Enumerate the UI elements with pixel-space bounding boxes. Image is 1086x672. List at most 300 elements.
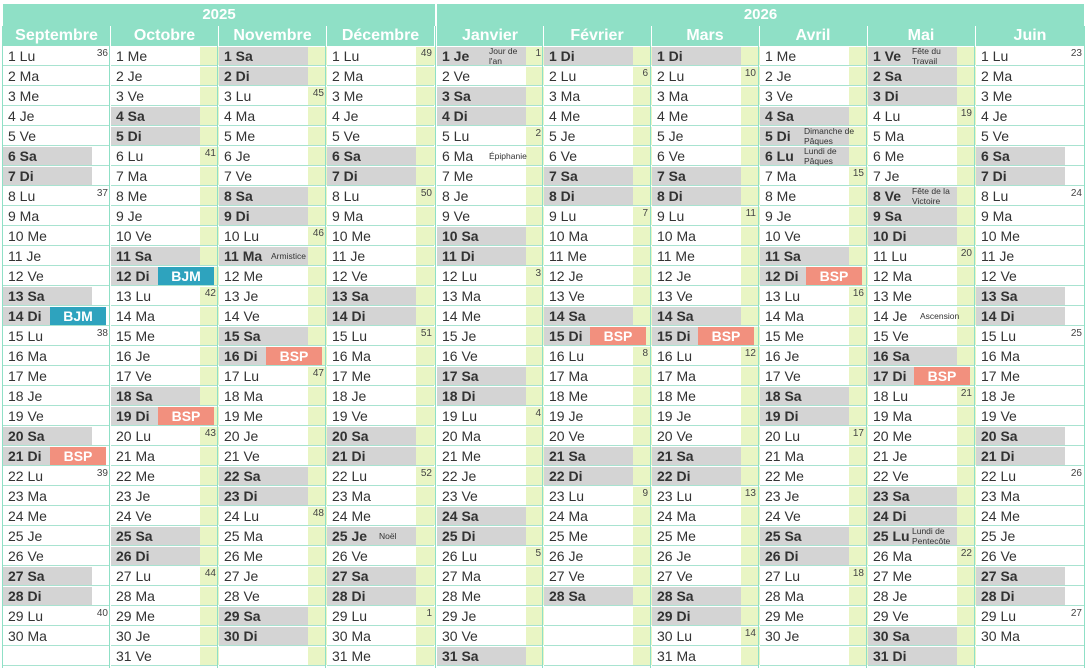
day-cell: [437, 267, 543, 286]
day-cell: [652, 47, 758, 66]
week-number: 13: [744, 488, 756, 499]
day-cell: [652, 147, 758, 166]
day-cell: [219, 47, 326, 66]
day-label: 19 Me: [224, 408, 263, 424]
day-cell: [437, 367, 543, 386]
day-cell: [652, 387, 758, 406]
day-strip: [416, 307, 435, 325]
week-number: 52: [420, 468, 432, 479]
day-label: 24 Sa: [442, 508, 479, 524]
day-strip: [1065, 367, 1084, 385]
day-cell: [327, 607, 434, 626]
day-label: 23 Ma: [332, 488, 371, 504]
day-label: 7 Ma: [116, 168, 148, 184]
day-strip: [416, 367, 435, 385]
day-cell: [437, 287, 543, 306]
week-number: 27: [1070, 608, 1082, 619]
day-cell: [976, 187, 1084, 206]
day-label: 23 Lu: [549, 488, 585, 504]
day-cell: [976, 167, 1084, 186]
day-label: 31 Me: [332, 648, 371, 664]
day-cell: [976, 327, 1084, 346]
day-label: 14 Di: [332, 308, 366, 324]
day-label: 4 Sa: [116, 108, 145, 124]
day-label: 29 Me: [116, 608, 155, 624]
day-label: 17 Me: [332, 368, 371, 384]
day-cell: [976, 487, 1084, 506]
week-number: 2: [535, 128, 541, 139]
week-number: 47: [312, 368, 324, 379]
column-divider: [1084, 26, 1085, 668]
week-number: 43: [204, 428, 216, 439]
day-cell: [976, 607, 1084, 626]
day-strip: [416, 107, 435, 125]
day-cell: [868, 527, 974, 546]
day-label: 22 Ve: [873, 468, 909, 484]
day-cell: [976, 427, 1084, 446]
day-cell: [3, 107, 110, 126]
day-strip: [1065, 567, 1084, 585]
day-label: 11 Sa: [765, 248, 801, 264]
day-label: 22 Lu: [332, 468, 368, 484]
day-cell: [652, 227, 758, 246]
empty-cell: [544, 627, 650, 646]
week-number: 6: [642, 68, 648, 79]
week-number: 38: [96, 328, 108, 339]
week-number: 16: [852, 288, 864, 299]
day-label: 2 Di: [224, 68, 250, 84]
day-label: 1 Me: [116, 48, 148, 64]
day-label: 18 Je: [8, 388, 43, 404]
week-number: 5: [535, 548, 541, 559]
day-label: 24 Lu: [224, 508, 260, 524]
day-label: 9 Lu: [549, 208, 577, 224]
day-cell: [219, 387, 326, 406]
day-label: 7 Me: [442, 168, 474, 184]
day-cell: [544, 587, 650, 606]
week-number: 49: [420, 48, 432, 59]
day-cell: [544, 347, 650, 366]
day-label: 30 Ve: [442, 628, 478, 644]
day-label: 26 Di: [116, 548, 150, 564]
day-label: 5 Di: [116, 128, 142, 144]
day-label: 5 Ve: [981, 128, 1010, 144]
day-label: 5 Di: [765, 128, 791, 144]
day-label: 1 Di: [657, 48, 683, 64]
day-cell: [760, 387, 866, 406]
day-cell: [652, 287, 758, 306]
day-cell: [437, 547, 543, 566]
holiday-note: Dimanche de Pâques: [804, 126, 855, 146]
day-cell: [868, 567, 974, 586]
day-label: 8 Lu: [8, 188, 36, 204]
day-cell: [976, 307, 1084, 326]
day-cell: [652, 447, 758, 466]
month-column-2: [219, 26, 326, 667]
day-label: 16 Di: [224, 348, 258, 364]
day-cell: [976, 207, 1084, 226]
day-label: 23 Di: [224, 488, 258, 504]
month-column-6: [652, 26, 758, 667]
day-label: 6 Sa: [8, 148, 37, 164]
day-label: 30 Ma: [8, 628, 47, 644]
day-label: 20 Ve: [549, 428, 585, 444]
day-cell: [3, 147, 110, 166]
day-cell: [219, 67, 326, 86]
month-column-9: [976, 26, 1084, 667]
day-cell: [652, 87, 758, 106]
day-cell: [652, 647, 758, 666]
day-label: 30 Ma: [332, 628, 371, 644]
day-cell: [111, 107, 218, 126]
day-cell: [760, 627, 866, 646]
month-column-8: [868, 26, 974, 667]
bsp-badge: BSP: [806, 267, 862, 285]
day-label: 15 Ve: [873, 328, 909, 344]
day-label: 22 Lu: [981, 468, 1017, 484]
day-cell: [327, 167, 434, 186]
day-label: 11 Je: [981, 248, 1015, 264]
day-cell: [652, 547, 758, 566]
day-strip: [1065, 247, 1084, 265]
day-cell: [327, 227, 434, 246]
day-cell: [327, 647, 434, 666]
day-label: 8 Di: [657, 188, 683, 204]
day-label: 17 Lu: [224, 368, 260, 384]
day-cell: [327, 387, 434, 406]
day-label: 18 Sa: [765, 388, 802, 404]
day-strip: [416, 447, 435, 465]
day-cell: [437, 87, 543, 106]
day-label: 13 Sa: [981, 288, 1018, 304]
day-cell: [219, 127, 326, 146]
empty-cell: [219, 647, 326, 666]
day-cell: [219, 167, 326, 186]
day-cell: [3, 507, 110, 526]
day-cell: [3, 547, 110, 566]
day-label: 7 Ma: [765, 168, 797, 184]
week-number: 26: [1070, 468, 1082, 479]
day-cell: [760, 447, 866, 466]
day-label: 8 Ve: [873, 188, 902, 204]
day-strip: [416, 207, 435, 225]
day-cell: [868, 127, 974, 146]
week-number: 14: [744, 628, 756, 639]
day-strip: [1065, 547, 1084, 565]
day-cell: [868, 387, 974, 406]
day-strip: [416, 627, 435, 645]
day-cell: [976, 227, 1084, 246]
day-label: 5 Me: [224, 128, 256, 144]
day-label: 4 Me: [657, 108, 689, 124]
day-cell: [976, 447, 1084, 466]
day-label: 3 Me: [332, 88, 364, 104]
day-cell: [111, 547, 218, 566]
day-cell: [544, 427, 650, 446]
day-label: 24 Me: [8, 508, 47, 524]
day-cell: [3, 567, 110, 586]
day-cell: [327, 527, 434, 546]
day-cell: [3, 227, 110, 246]
day-label: 24 Ve: [116, 508, 152, 524]
day-cell: [868, 327, 974, 346]
day-label: 27 Me: [873, 568, 912, 584]
day-label: 25 Sa: [116, 528, 153, 544]
day-label: 6 Sa: [332, 148, 361, 164]
day-label: 12 Je: [657, 268, 692, 284]
day-cell: [3, 607, 110, 626]
day-strip: [1065, 387, 1084, 405]
day-cell: [544, 567, 650, 586]
day-cell: [868, 447, 974, 466]
day-cell: [652, 347, 758, 366]
day-label: 10 Ma: [657, 228, 696, 244]
day-label: 14 Di: [8, 308, 42, 324]
day-cell: [219, 287, 326, 306]
month-header: Février: [544, 26, 650, 46]
day-label: 6 Me: [873, 148, 905, 164]
day-cell: [976, 127, 1084, 146]
day-cell: [3, 627, 110, 646]
day-cell: [868, 147, 974, 166]
day-cell: [219, 207, 326, 226]
column-divider: [758, 26, 759, 668]
day-label: 13 Ma: [442, 288, 481, 304]
day-label: 5 Ve: [8, 128, 37, 144]
day-label: 17 Ma: [549, 368, 588, 384]
day-label: 22 Di: [657, 468, 691, 484]
day-cell: [111, 87, 218, 106]
week-number: 42: [204, 288, 216, 299]
day-label: 28 Ve: [224, 588, 260, 604]
day-cell: [760, 587, 866, 606]
day-label: 19 Ma: [873, 408, 912, 424]
month-column-1: [111, 26, 218, 667]
day-label: 9 Ve: [442, 208, 471, 224]
day-label: 18 Me: [549, 388, 588, 404]
day-strip: [1065, 227, 1084, 245]
day-strip: [1065, 107, 1084, 125]
day-cell: [111, 607, 218, 626]
day-cell: [437, 407, 543, 426]
day-label: 28 Di: [332, 588, 366, 604]
week-number: 1: [426, 608, 432, 619]
day-label: 2 Ma: [8, 68, 40, 84]
day-label: 17 Ve: [765, 368, 801, 384]
day-label: 3 Di: [873, 88, 899, 104]
day-label: 17 Sa: [442, 368, 479, 384]
day-cell: [760, 127, 866, 146]
day-cell: [437, 307, 543, 326]
day-cell: [868, 507, 974, 526]
week-number: 11: [745, 208, 756, 219]
day-cell: [327, 467, 434, 486]
day-cell: [868, 547, 974, 566]
week-number: 37: [96, 188, 108, 199]
day-cell: [760, 327, 866, 346]
day-label: 9 Di: [224, 208, 250, 224]
day-cell: [868, 607, 974, 626]
day-cell: [437, 607, 543, 626]
day-cell: [437, 347, 543, 366]
holiday-note: Épiphanie: [489, 151, 527, 161]
day-label: 2 Lu: [549, 68, 577, 84]
day-strip: [1065, 287, 1084, 305]
day-label: 4 Ma: [224, 108, 256, 124]
day-label: 19 Lu: [442, 408, 478, 424]
column-divider: [866, 26, 867, 668]
day-label: 21 Di: [981, 448, 1015, 464]
day-label: 14 Sa: [657, 308, 694, 324]
day-label: 9 Ma: [8, 208, 40, 224]
day-cell: [652, 127, 758, 146]
day-cell: [868, 227, 974, 246]
day-label: 18 Di: [442, 388, 476, 404]
day-cell: [760, 247, 866, 266]
day-label: 28 Je: [873, 588, 908, 604]
day-strip: [1065, 427, 1084, 445]
day-label: 12 Di: [765, 268, 799, 284]
day-label: 22 Di: [549, 468, 583, 484]
day-cell: [437, 147, 543, 166]
day-cell: [760, 287, 866, 306]
day-cell: [3, 87, 110, 106]
day-cell: [652, 167, 758, 186]
day-label: 20 Lu: [765, 428, 801, 444]
day-label: 24 Ve: [765, 508, 801, 524]
day-label: 4 Sa: [765, 108, 794, 124]
day-cell: [111, 447, 218, 466]
bjm-badge: BJM: [158, 267, 214, 285]
day-strip: [1065, 147, 1084, 165]
day-label: 27 Ma: [442, 568, 481, 584]
holiday-note: Noël: [379, 531, 397, 541]
day-label: 7 Sa: [657, 168, 686, 184]
week-number: 15: [852, 168, 864, 179]
day-cell: [327, 87, 434, 106]
week-number: 48: [312, 508, 324, 519]
day-label: 21 Sa: [549, 448, 586, 464]
day-label: 20 Sa: [8, 428, 45, 444]
day-label: 5 Ve: [332, 128, 361, 144]
week-number: 18: [852, 568, 864, 579]
day-cell: [111, 67, 218, 86]
day-label: 20 Sa: [981, 428, 1018, 444]
week-number: 36: [96, 48, 108, 59]
day-strip: [416, 167, 435, 185]
day-strip: [416, 347, 435, 365]
bsp-badge: BSP: [266, 347, 322, 365]
day-label: 25 Sa: [765, 528, 802, 544]
holiday-note: Ascension: [920, 311, 960, 321]
bsp-badge: BSP: [50, 447, 106, 465]
column-divider: [217, 26, 218, 668]
day-cell: [219, 187, 326, 206]
month-header: Janvier: [437, 26, 543, 46]
day-label: 12 Lu: [442, 268, 478, 284]
day-label: 27 Sa: [8, 568, 45, 584]
day-label: 20 Ma: [442, 428, 481, 444]
month-header: Juin: [976, 26, 1084, 46]
day-label: 17 Di: [873, 368, 907, 384]
day-cell: [111, 47, 218, 66]
day-cell: [437, 427, 543, 446]
day-strip: [1065, 267, 1084, 285]
day-label: 27 Je: [224, 568, 259, 584]
day-label: 12 Ve: [8, 268, 44, 284]
day-cell: [3, 467, 110, 486]
day-cell: [219, 267, 326, 286]
day-cell: [219, 607, 326, 626]
day-cell: [437, 387, 543, 406]
day-cell: [3, 187, 110, 206]
day-label: 15 Di: [657, 328, 691, 344]
day-cell: [327, 187, 434, 206]
day-label: 19 Ve: [332, 408, 368, 424]
day-cell: [976, 47, 1084, 66]
day-cell: [327, 627, 434, 646]
day-label: 23 Lu: [657, 488, 693, 504]
day-cell: [327, 107, 434, 126]
day-label: 4 Je: [332, 108, 359, 124]
day-cell: [437, 567, 543, 586]
day-cell: [3, 287, 110, 306]
day-label: 19 Je: [549, 408, 584, 424]
day-label: 12 Di: [116, 268, 150, 284]
day-cell: [760, 367, 866, 386]
day-cell: [327, 287, 434, 306]
day-label: 12 Ma: [873, 268, 912, 284]
day-cell: [437, 647, 543, 666]
day-label: 27 Sa: [981, 568, 1018, 584]
day-label: 8 Je: [442, 188, 469, 204]
day-cell: [544, 387, 650, 406]
day-label: 5 Je: [549, 128, 576, 144]
day-label: 19 Di: [765, 408, 799, 424]
day-strip: [416, 547, 435, 565]
day-label: 15 Me: [765, 328, 804, 344]
day-cell: [111, 367, 218, 386]
day-cell: [760, 207, 866, 226]
day-label: 29 Je: [442, 608, 477, 624]
day-label: 26 Ma: [873, 548, 912, 564]
day-cell: [652, 207, 758, 226]
day-cell: [976, 407, 1084, 426]
day-label: 2 Je: [765, 68, 792, 84]
week-number: 51: [420, 328, 432, 339]
day-cell: [544, 447, 650, 466]
day-label: 30 Je: [765, 628, 800, 644]
day-cell: [3, 47, 110, 66]
day-cell: [544, 407, 650, 426]
day-label: 1 Sa: [224, 48, 253, 64]
week-number: 39: [96, 468, 108, 479]
column-divider: [109, 26, 110, 668]
holiday-note: Lundi de Pentecôte: [912, 526, 951, 546]
day-label: 19 Je: [657, 408, 692, 424]
day-cell: [544, 207, 650, 226]
day-cell: [544, 167, 650, 186]
day-cell: [976, 67, 1084, 86]
day-cell: [652, 467, 758, 486]
day-cell: [868, 307, 974, 326]
day-strip: [1065, 347, 1084, 365]
day-label: 25 Ma: [224, 528, 263, 544]
day-cell: [219, 227, 326, 246]
day-cell: [544, 327, 650, 346]
day-label: 1 Lu: [8, 48, 36, 64]
day-label: 16 Ma: [332, 348, 371, 364]
